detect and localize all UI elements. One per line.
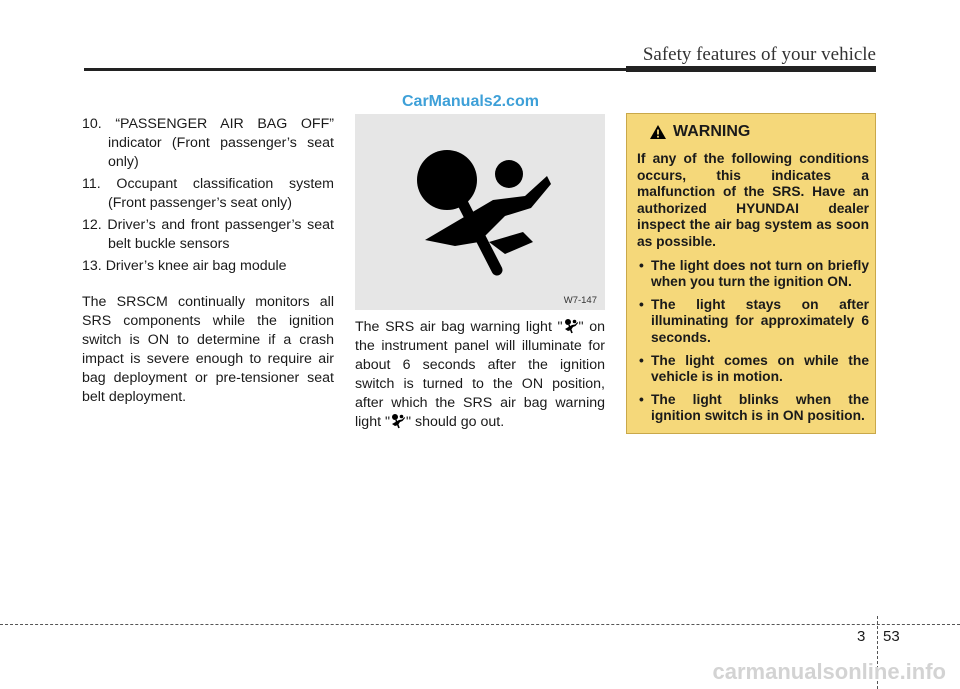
warning-header bbox=[649, 123, 750, 141]
warning-intro: If any of the following conditions occurs, this indicates a malfunction of the SRS. Have an authorized HYUNDAI dealer inspect the air bag system as soon as possible. bbox=[637, 151, 869, 249]
list-item: • The light does not turn on briefly when you turn the ignition ON. bbox=[637, 258, 869, 291]
warning-body bbox=[637, 151, 869, 431]
warning-title: WARNING bbox=[673, 123, 751, 140]
left-column bbox=[82, 115, 334, 407]
warning-triangle-icon bbox=[649, 124, 667, 140]
list-item: • The light comes on while the vehicle is in motion. bbox=[637, 353, 869, 386]
airbag-warning-icon bbox=[390, 413, 406, 429]
middle-column: The SRS air bag warning light " " on the instrument panel will illuminate for about 6 seconds after the ignition switch is turned to the ON position, after which the SRS air bag warning light " " should go out. bbox=[355, 319, 605, 430]
footer-rule bbox=[0, 624, 960, 625]
warning-bullets bbox=[637, 258, 869, 425]
list-item: 11. Occupant classification system (Front passenger’s seat only) bbox=[82, 176, 334, 211]
list-item: 10. “PASSENGER AIR BAG OFF” indicator (Front passenger’s seat only) bbox=[82, 116, 334, 170]
page-number: 53 bbox=[883, 628, 900, 645]
section-title: Safety features of your vehicle bbox=[642, 44, 876, 65]
list-item: 12. Driver’s and front passenger’s seat belt buckle sensors bbox=[82, 217, 334, 252]
airbag-figure bbox=[355, 114, 605, 310]
list-item: • The light blinks when the ignition switch is in ON position. bbox=[637, 392, 869, 425]
figure-label: W7-147 bbox=[563, 295, 597, 306]
airbag-warning-icon bbox=[563, 318, 579, 334]
airbag-warning-icon bbox=[355, 114, 605, 310]
header-rule-accent bbox=[626, 66, 876, 72]
watermark-bottom: carmanualsonline.info bbox=[712, 659, 946, 684]
list-item: • The light stays on after illuminating for approximately 6 seconds. bbox=[637, 297, 869, 347]
watermark-top: CarManuals2.com bbox=[402, 93, 539, 110]
srscm-paragraph: The SRSCM continually monitors all SRS components while the ignition switch is ON to determine if a crash impact is severe enough to require air bag deployment or pre-tensioner seat belt deployment. bbox=[82, 294, 334, 405]
warning-box bbox=[626, 113, 876, 434]
chapter-number: 3 bbox=[857, 628, 866, 645]
list-item: 13. Driver’s knee air bag module bbox=[82, 258, 287, 274]
